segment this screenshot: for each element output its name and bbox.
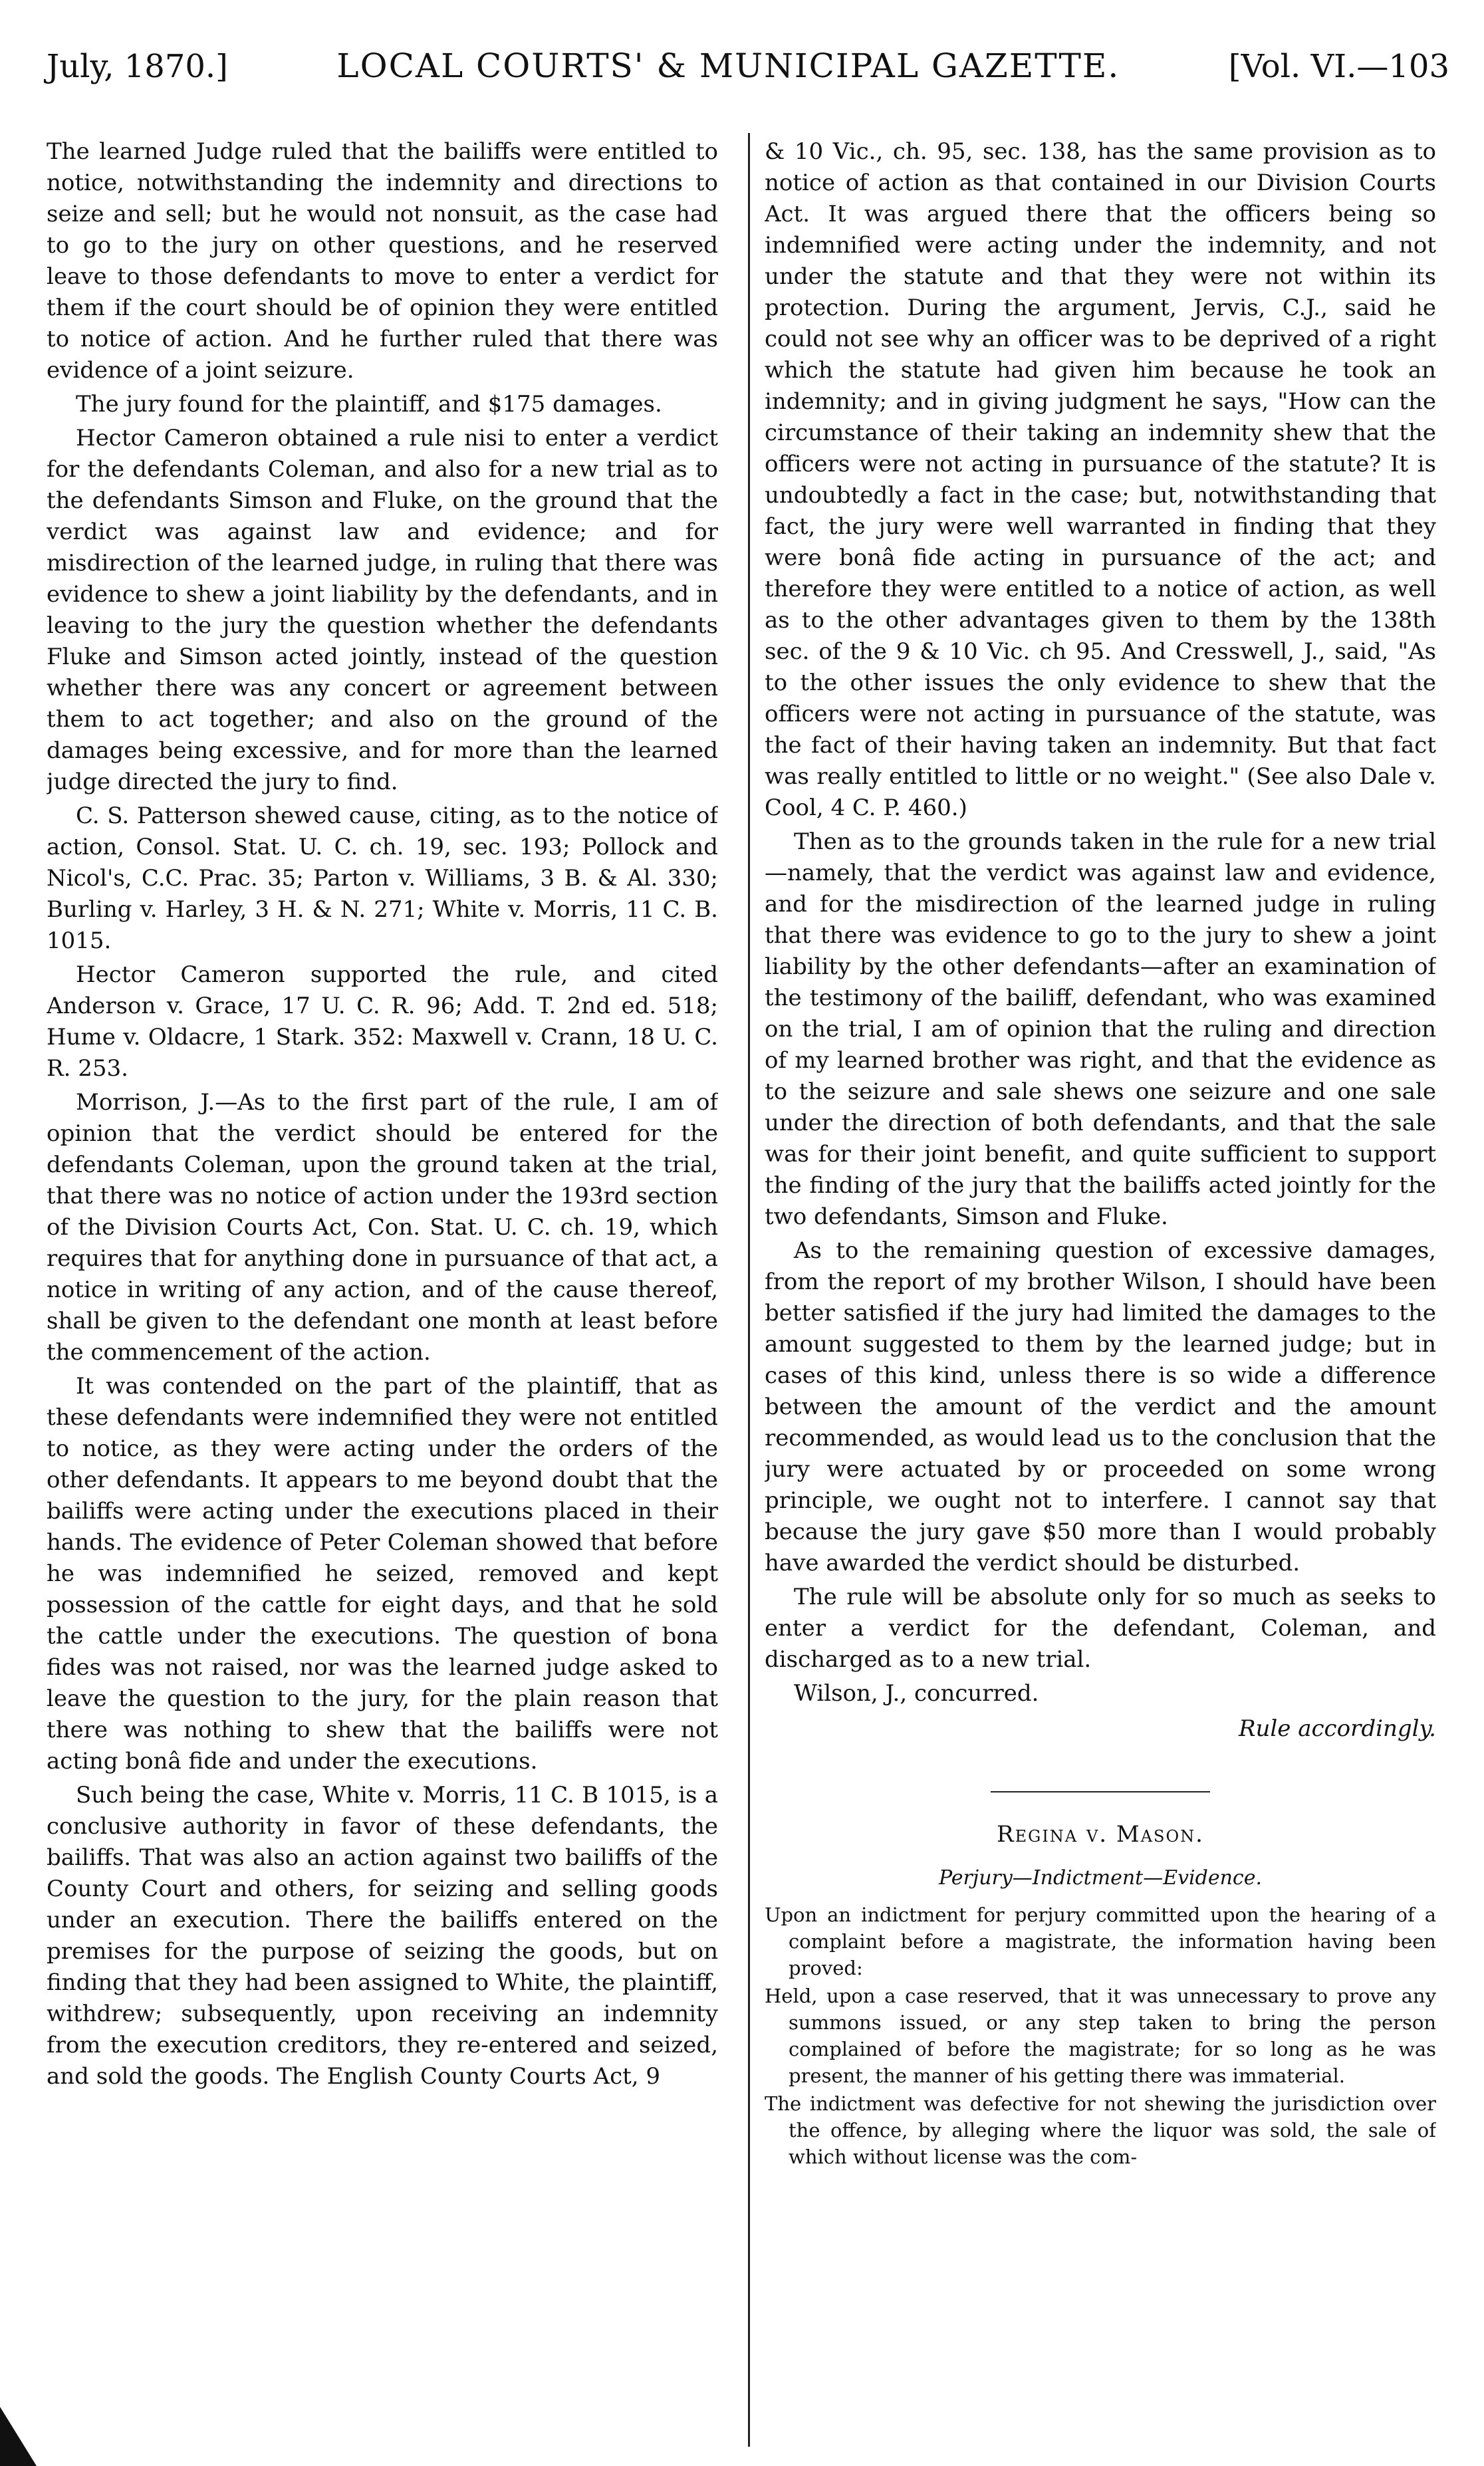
gazette-title: LOCAL COURTS' & MUNICIPAL GAZETTE. (336, 47, 1120, 85)
case-subject: Perjury—Indictment—Evidence. (938, 1866, 1263, 1890)
paragraph: The jury found for the plaintiff, and $175 damages. (76, 391, 662, 418)
signoff: Rule accordingly. (1238, 1715, 1436, 1742)
section-divider (991, 1791, 1210, 1792)
headnote: Held, upon a case reserved, that it was unnecessary to prove any summons issued, or any step taken to bring the person complained of before the magistrate; for so long as he was present, the manner of his getting there was immaterial. (765, 1985, 1436, 2087)
page-header (47, 47, 1449, 106)
paragraph: & 10 Vic., ch. 95, sec. 138, has the same provision as to notice of action as that contained in our Division Courts Act. It was argued there that the officers being so indemnified were acting under the indemnity, and not under the statute and that they were not within its protection. During the argument, Jervis, C.J., said he could not see why an officer was to be deprived of a right which the statute had given him because he took an indemnity; and in giving judgment he says, "How can the circumstance of their taking an indemnity shew that the officers were not acting in pursuance of the statute? It is undoubtedly a fact in the case; but, notwithstanding that fact, the jury were well warranted in finding that they were bonâ fide acting in pursuance of the act; and therefore they were entitled to a notice of action, as well as to the other advantages given to them by the 138th sec. of the 9 & 10 Vic. ch 95. And Cresswell, J., said, "As to the other issues the only evidence to shew that the officers were not acting in pursuance of the statute, was the fact of their having taken an indemnity. But that fact was really entitled to little or no weight." (See also Dale v. Cool, 4 C. P. 460.) (765, 138, 1436, 821)
paragraph: The learned Judge ruled that the bailiffs were entitled to notice, notwithstanding the indemnity and directions to seize and sell; but he would not nonsuit, as the case had to go to the jury on other questions, and he reserved leave to those defendants to move to enter a verdict for them if the court should be of opinion they were entitled to notice of action. And he further ruled that there was evidence of a joint seizure. (47, 138, 718, 384)
paragraph: Then as to the grounds taken in the rule for a new trial—namely, that the verdict was against law and evidence, and for the misdirection of the learned judge in ruling that there was evidence to go to the jury to shew a joint liability by the other defendants—after an examination of the testimony of the bailiff, defendant, who was examined on the trial, I am of opinion that the ruling and direction of my learned brother was right, and that the evidence as to the seizure and sale shews one seizure and one sale under the direction of both defendants, and that the sale was for their joint benefit, and quite sufficient to support the finding of the jury that the bailiffs acted jointly for the two defendants, Simson and Fluke. (765, 828, 1436, 1230)
headnote: The indictment was defective for not shewing the jurisdiction over the offence, by alleging where the liquor was sold, the sale of which without license was the com- (765, 2092, 1436, 2168)
corner-arrow-icon (0, 2327, 37, 2466)
left-column (47, 136, 718, 2397)
volume-page: [Vol. VI.—103 (1228, 48, 1449, 85)
paragraph: C. S. Patterson shewed cause, citing, as to the notice of action, Consol. Stat. U. C. ch. 19, sec. 193; Pollock and Nicol's, C.C. Prac. 35; Parton v. Williams, 3 B. & Al. 330; Burling v. Harley, 3 H. & N. 271; White v. Morris, 11 C. B. 1015. (47, 802, 718, 954)
paragraph: As to the remaining question of excessive damages, from the report of my brother Wilson, I should have been better satisfied if the jury had limited the damages to the amount suggested to them by the learned judge; but in cases of this kind, unless there is so wide a difference between the amount of the verdict and the amount recommended, as would lead us to the conclusion that the jury were actuated by or proceeded on some wrong principle, we ought not to interfere. I cannot say that because the jury gave $50 more than I would probably have awarded the verdict should be disturbed. (765, 1237, 1436, 1576)
case-title: Regina v. Mason. (997, 1821, 1204, 1848)
column-divider (748, 133, 750, 2447)
paragraph: Morrison, J.—As to the first part of the rule, I am of opinion that the verdict should be entered for the defendants Coleman, upon the ground taken at the trial, that there was no notice of action under the 193rd section of the Division Courts Act, Con. Stat. U. C. ch. 19, which requires that for anything done in pursuance of that act, a notice in writing of any action, and of the cause thereof, shall be given to the defendant one month at least before the commencement of the action. (47, 1089, 718, 1366)
paragraph: The rule will be absolute only for so much as seeks to enter a verdict for the defendant, Coleman, and discharged as to a new trial. (765, 1584, 1436, 1673)
right-column (765, 136, 1436, 2397)
paragraph: Wilson, J., concurred. (794, 1680, 1039, 1707)
paragraph: It was contended on the part of the plaintiff, that as these defendants were indemnified they were not entitled to notice, as they were acting under the orders of the other defendants. It appears to me beyond doubt that the bailiffs were acting under the executions placed in their hands. The evidence of Peter Coleman showed that before he was indemnified he seized, removed and kept possession of the cattle for eight days, and that he sold the cattle under the executions. The question of bona fides was not raised, nor was the learned judge asked to leave the question to the jury, for the plain reason that there was nothing to shew that the bailiffs were not acting bonâ fide and under the executions. (47, 1373, 718, 1775)
headnote: Upon an indictment for perjury committed upon the hearing of a complaint before a magistrate, the information having been proved: (765, 1904, 1436, 1979)
paragraph: Such being the case, White v. Morris, 11 C. B 1015, is a conclusive authority in favor of these defendants, the bailiffs. That was also an action against two bailiffs of the County Court and others, for seizing and selling goods under an execution. There the bailiffs entered on the premises for the purpose of seizing the goods, but on finding that they had been assigned to White, the plaintiff, withdrew; subsequently, upon receiving an indemnity from the execution creditors, they re-entered and seized, and sold the goods. The English County Courts Act, 9 (47, 1782, 718, 2090)
paragraph: Hector Cameron supported the rule, and cited Anderson v. Grace, 17 U. C. R. 96; Add. T. 2nd ed. 518; Hume v. Oldacre, 1 Stark. 352: Maxwell v. Crann, 18 U. C. R. 253. (47, 961, 718, 1082)
issue-date: July, 1870.] (47, 48, 228, 85)
paragraph: Hector Cameron obtained a rule nisi to enter a verdict for the defendants Coleman, and also for a new trial as to the defendants Simson and Fluke, on the ground that the verdict was against law and evidence; and for misdirection of the learned judge, in ruling that there was evidence to shew a joint liability by the defendants, and in leaving to the jury the question whether the defendants Fluke and Simson acted jointly, instead of the question whether there was any concert or agreement between them to act together; and also on the ground of the damages being excessive, and for more than the learned judge directed the jury to find. (47, 425, 718, 795)
